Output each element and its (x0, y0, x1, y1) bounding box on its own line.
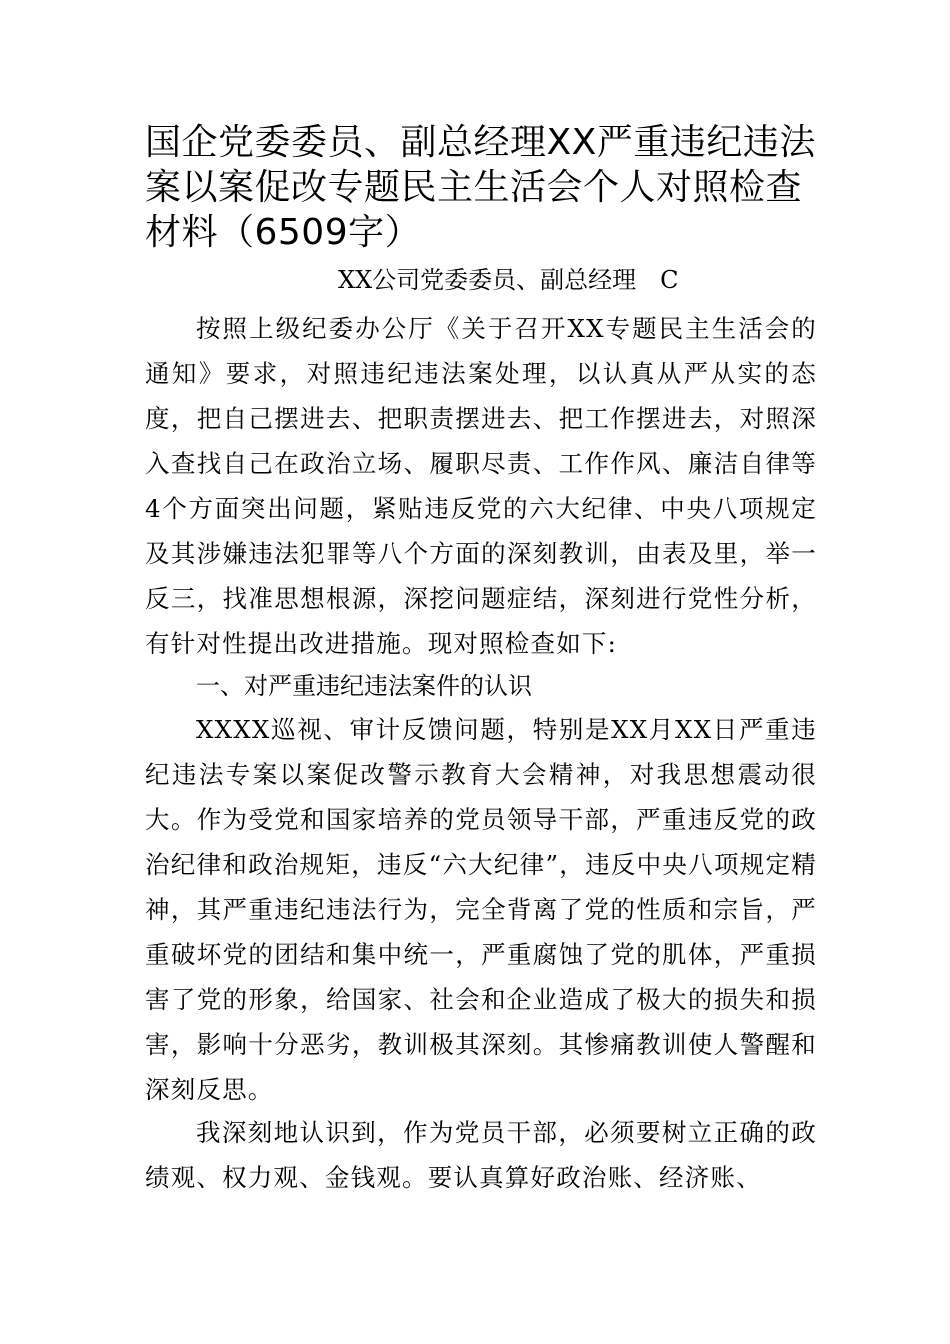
paragraph-case-recognition: XXXX巡视、审计反馈问题，特别是XX月XX日严重违纪违法专案以案促改警示教育大会精神，对我思想震动很大。作为受党和国家培养的党员领导干部，严重违反党的政治纪律和政治规矩，违反“六大纪律”，违反中央八项规定精神，其严重违纪违法行为，完全背离了党的性质和宗旨，严重破坏党的团结和集中统一，严重腐蚀了党的肌体，严重损害了党的形象，给国家、社会和企业造成了极大的损失和损害，影响十分恶劣，教训极其深刻。其惨痛教训使人警醒和深刻反思。 (145, 715, 817, 1104)
paragraph-intro: 按照上级纪委办公厅《关于召开XX专题民主生活会的通知》要求，对照违纪违法案处理，以认真从严从实的态度，把自己摆进去、把职责摆进去、把工作摆进去，对照深入查找自己在政治立场、履职尽责、工作作风、廉洁自律等4个方面突出问题，紧贴违反党的六大纪律、中央八项规定及其涉嫌违法犯罪等八个方面的深刻教训，由表及里，举一反三，找准思想根源，深挖问题症结，深刻进行党性分析，有针对性提出改进措施。现对照检查如下: (145, 314, 817, 658)
section-heading: 一、对严重违纪违法案件的认识 (196, 672, 532, 700)
document-title: 国企党委委员、副总经理XX严重违纪违法案以案促改专题民主生活会个人对照检查材料（6509字） (145, 122, 816, 253)
paragraph-self-awareness: 我深刻地认识到，作为党员干部，必须要树立正确的政绩观、权力观、金钱观。要认真算好政治账、经济账、 (145, 1118, 817, 1192)
author-line: XX公司党委委员、副总经理 C (338, 266, 679, 294)
